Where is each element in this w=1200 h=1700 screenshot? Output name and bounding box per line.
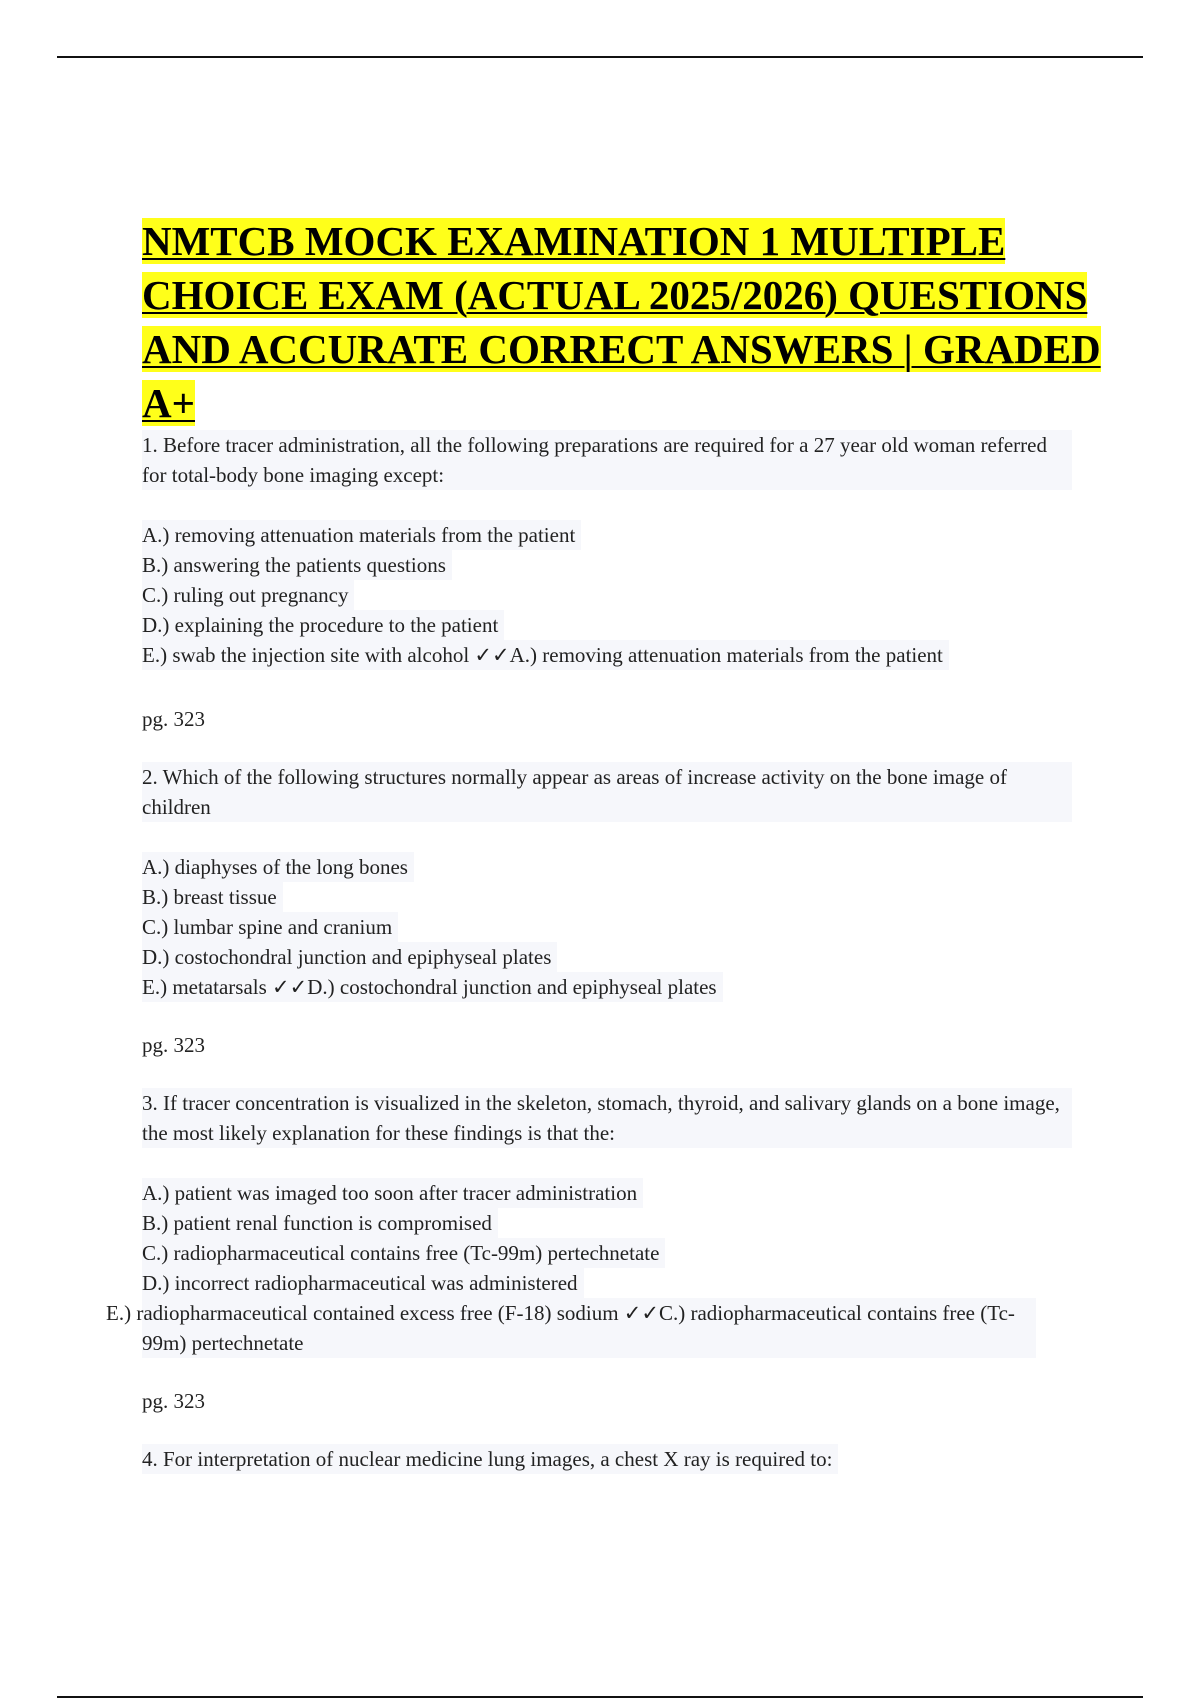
question-1-options <box>142 520 1072 670</box>
option: C.) ruling out pregnancy <box>142 580 1072 610</box>
header-rule <box>57 56 1143 58</box>
option-with-answer: E.) radiopharmaceutical contained excess free (F-18) sodium ✓✓C.) radiopharmaceutical contains free (Tc-99m) pertechnetate <box>142 1298 1072 1358</box>
option: D.) explaining the procedure to the patient <box>142 610 1072 640</box>
option: D.) costochondral junction and epiphyseal plates <box>142 942 1072 972</box>
option: C.) radiopharmaceutical contains free (Tc-99m) pertechnetate <box>142 1238 1072 1268</box>
page-reference: pg. 323 <box>142 1389 205 1413</box>
option: D.) incorrect radiopharmaceutical was administered <box>142 1268 1072 1298</box>
question-3 <box>142 1088 1072 1148</box>
page-reference: pg. 323 <box>142 707 205 731</box>
page-reference: pg. 323 <box>142 1033 205 1057</box>
option: A.) diaphyses of the long bones <box>142 852 1072 882</box>
question-2 <box>142 762 1072 822</box>
option: A.) removing attenuation materials from the patient <box>142 520 1072 550</box>
option: B.) breast tissue <box>142 882 1072 912</box>
question-text: 4. For interpretation of nuclear medicine lung images, a chest X ray is required to: <box>142 1444 1072 1474</box>
option: B.) patient renal function is compromised <box>142 1208 1072 1238</box>
question-2-options <box>142 852 1072 1002</box>
question-1 <box>142 430 1072 490</box>
option-with-answer: E.) metatarsals ✓✓D.) costochondral junction and epiphyseal plates <box>142 972 1072 1002</box>
option: A.) patient was imaged too soon after tracer administration <box>142 1178 1072 1208</box>
question-text: 3. If tracer concentration is visualized in the skeleton, stomach, thyroid, and salivary glands on a bone image, the most likely explanation for these findings is that the: <box>142 1088 1072 1148</box>
question-text: 2. Which of the following structures normally appear as areas of increase activity on the bone image of children <box>142 762 1072 822</box>
option: B.) answering the patients questions <box>142 550 1072 580</box>
option-with-answer: E.) swab the injection site with alcohol ✓✓A.) removing attenuation materials from the patient <box>142 640 1072 670</box>
option: C.) lumbar spine and cranium <box>142 912 1072 942</box>
footer-rule <box>57 1696 1143 1698</box>
document-title: NMTCB MOCK EXAMINATION 1 MULTIPLE CHOICE EXAM (ACTUAL 2025/2026) QUESTIONS AND ACCURATE CORRECT ANSWERS | GRADED A+ <box>142 218 1101 426</box>
question-3-options <box>106 1178 1072 1358</box>
question-text: 1. Before tracer administration, all the following preparations are required for a 27 year old woman referred for total-body bone imaging except: <box>142 430 1072 490</box>
question-4 <box>142 1444 1072 1474</box>
